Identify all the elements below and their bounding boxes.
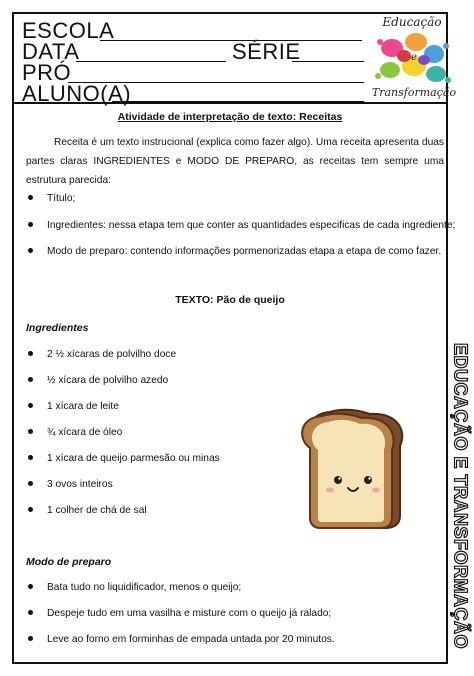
ingredient-text: 2 ½ xícaras de polvilho doce (47, 349, 177, 360)
intro-text: Receita é um texto instrucional (explica como fazer algo). Uma receita apresenta duas partes claras INGREDIENTES e MODO DE PREPARO, as receitas tem sempre uma estrutura parecida: (26, 137, 444, 186)
method-step-text: Bata tudo no liquidificador, menos o queijo; (47, 582, 242, 593)
ingredients-heading: Ingredientes (26, 322, 89, 334)
bullet-icon (28, 377, 33, 382)
data-label: DATA (22, 39, 80, 64)
ingredient-item (28, 349, 176, 360)
logo-line1: Educação (382, 15, 442, 29)
serie-label: SÉRIE (232, 39, 301, 64)
bullet-icon (28, 248, 33, 253)
ingredient-text: 1 xícara de queijo parmesão ou minas (47, 453, 220, 464)
ingredient-text: ¾ xícara de óleo (47, 427, 123, 438)
ingredient-text: 3 ovos inteiros (47, 479, 113, 490)
list-item (28, 193, 75, 204)
activity-title: Atividade de interpretação de texto: Receitas (117, 111, 343, 123)
list-item-text: Ingredientes: nessa etapa tem que conter as quantidades especificas de cada ingrediente; (47, 220, 456, 231)
bullet-icon (28, 351, 33, 356)
ingredient-text: 1 colher de chá de sal (47, 505, 147, 516)
ingredient-text: 1 xícara de leite (47, 401, 119, 412)
ingredient-item (28, 479, 113, 490)
bullet-icon (28, 584, 33, 589)
logo-line2: e (411, 52, 417, 63)
bullet-icon (28, 222, 33, 227)
list-item (28, 220, 455, 231)
aluno-label: ALUNO(A) (22, 81, 132, 106)
bread-slice-icon (296, 408, 414, 530)
list-item-text: Modo de preparo: contendo informações pormenorizadas etapa a etapa de como fazer. (47, 246, 442, 257)
ingredient-text: ½ xícara de polvilho azedo (47, 375, 169, 386)
side-banner (448, 343, 472, 649)
bullet-icon (28, 403, 33, 408)
escola-line[interactable] (100, 40, 362, 41)
serie-line[interactable] (292, 61, 364, 62)
bread-illustration (296, 408, 414, 530)
ingredient-item (28, 505, 147, 516)
text-title: TEXTO: Pão de queijo (175, 294, 285, 306)
bullet-icon (28, 429, 33, 434)
ingredient-item (28, 427, 122, 438)
logo-line3: Transformação (371, 86, 457, 99)
bullet-icon (28, 481, 33, 486)
escola-label: ESCOLA (22, 18, 115, 43)
bullet-icon (28, 455, 33, 460)
list-item (28, 246, 441, 257)
aluno-line[interactable] (112, 101, 364, 102)
bullet-icon (28, 636, 33, 641)
ingredient-item (28, 453, 220, 464)
list-item-text: Título; (47, 193, 76, 204)
method-step-text: Despeje tudo em uma vasilha e misture com o queijo já ralado; (47, 608, 332, 619)
ingredient-item (28, 375, 168, 386)
pro-label: PRÓ (22, 60, 72, 85)
bullet-icon (28, 507, 33, 512)
educacao-logo (364, 14, 460, 100)
ingredient-item (28, 401, 119, 412)
method-step (28, 634, 335, 645)
method-step (28, 582, 241, 593)
data-line[interactable] (76, 61, 226, 62)
intro-paragraph (26, 133, 444, 190)
bullet-icon (28, 610, 33, 615)
method-heading: Modo de preparo (26, 556, 112, 568)
method-step (28, 608, 331, 619)
side-banner-text: EDUCAÇÃO E TRANSFORMAÇÃO (450, 343, 471, 649)
bullet-icon (28, 195, 33, 200)
method-step-text: Leve ao forno em forminhas de empada untada por 20 minutos. (47, 634, 335, 645)
